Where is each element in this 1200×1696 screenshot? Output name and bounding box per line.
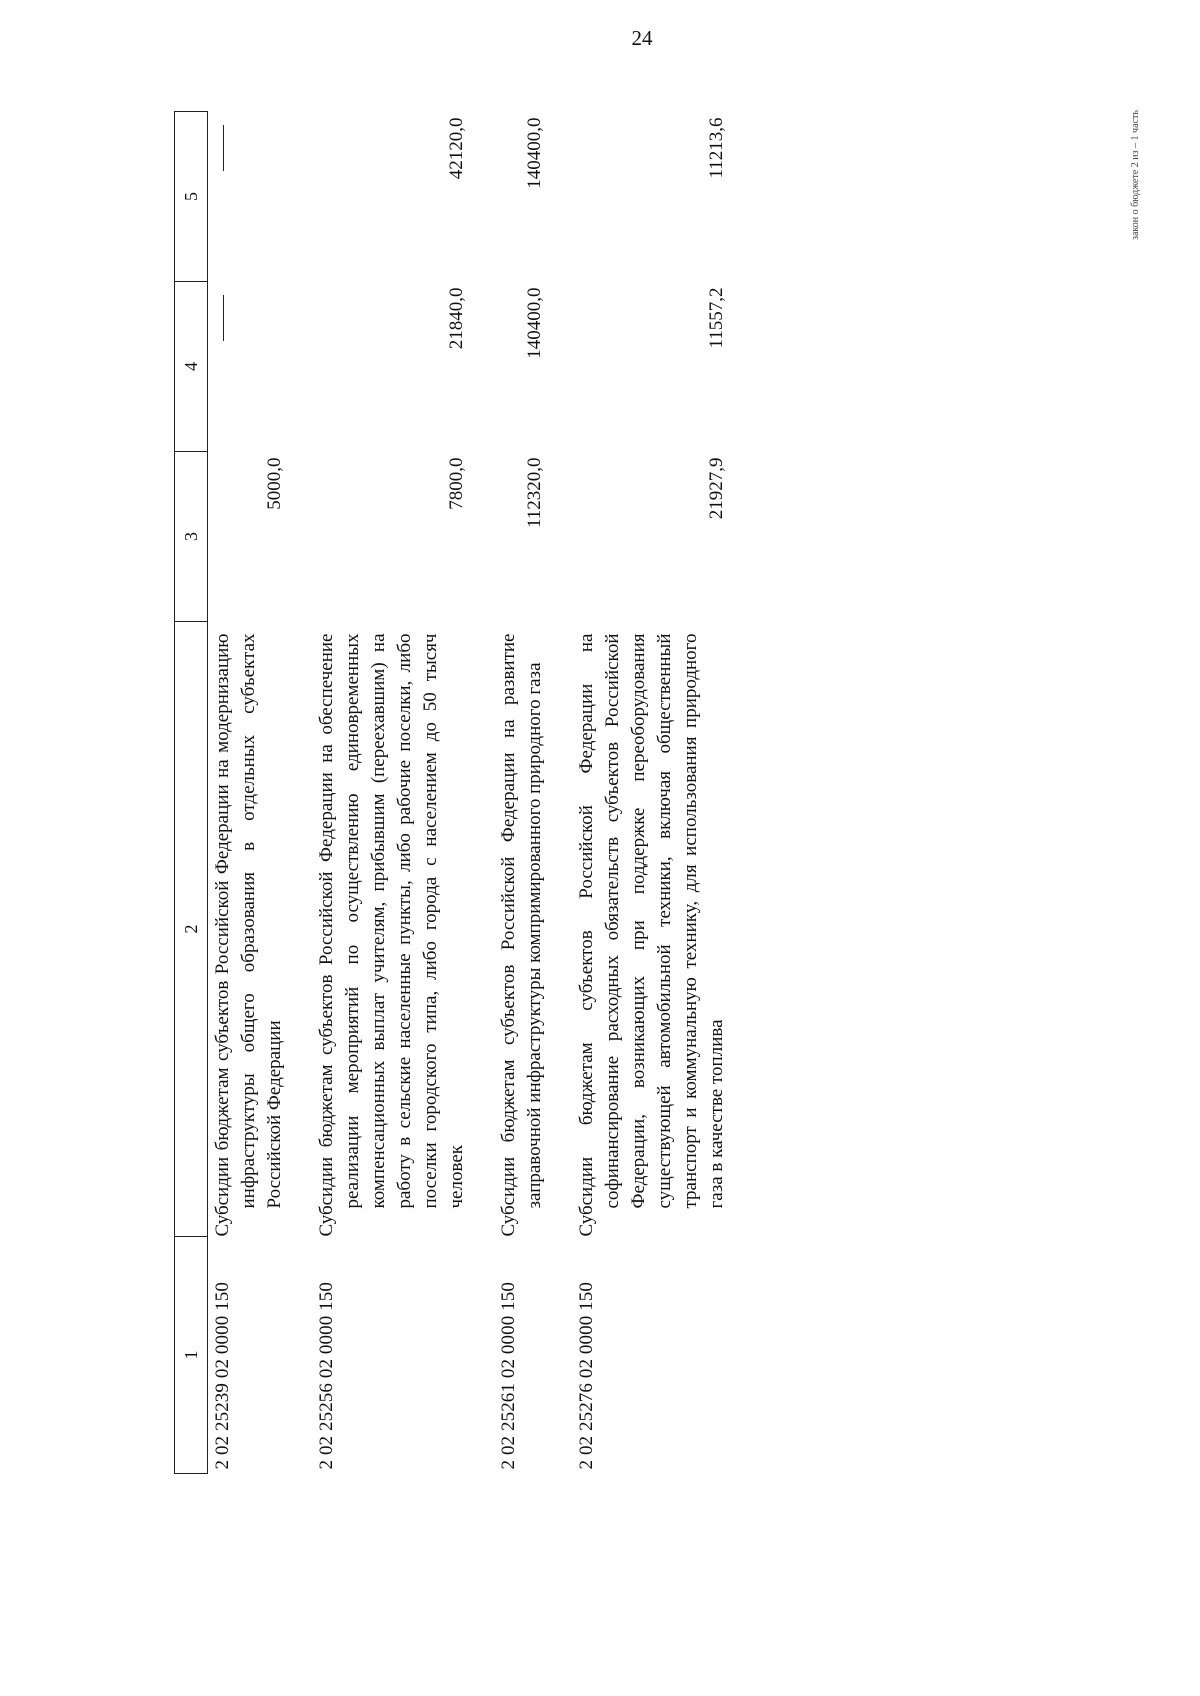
row-value-col5: 140400,0 — [524, 117, 546, 189]
header-col-2: 2 — [175, 622, 208, 1237]
row-value-col4: 11557,2 — [706, 287, 728, 349]
footer-note: закон о бюджете 2 из – 1 часть — [1130, 110, 1141, 240]
table-row — [572, 112, 730, 1474]
row-code: 2 02 25261 02 0000 150 — [498, 1282, 520, 1470]
table-row — [494, 112, 572, 1474]
header-col-3: 3 — [175, 452, 208, 622]
row-value-col3: 5000,0 — [264, 457, 286, 510]
row-value-col3: 21927,9 — [706, 457, 728, 520]
row-description: Субсидии бюджетам субъектов Российской Федерации на обеспечение реализации мероприятий по осуществлению единовременных компенсационных выплат учителям, прибывшим (переехавшим) на работу в сельские населенные пункты, либо рабочие поселки, либо поселки городского типа, либо города с населением до 50 тысяч человек — [316, 633, 468, 1237]
row-code: 2 02 25276 02 0000 150 — [576, 1282, 598, 1470]
row-value-col3: 7800,0 — [446, 457, 468, 510]
row-value-col5: 42120,0 — [446, 117, 468, 180]
budget-table — [174, 111, 730, 1474]
row-description: Субсидии бюджетам субъектов Российской Федерации на развитие заправочной инфраструктуры компримированного природного газа — [498, 633, 546, 1237]
page-number: 24 — [631, 26, 653, 50]
table-row — [312, 112, 494, 1474]
header-col-5: 5 — [175, 112, 208, 282]
header-col-4: 4 — [175, 282, 208, 452]
header-col-1: 1 — [175, 1237, 208, 1474]
row-code: 2 02 25239 02 0000 150 — [212, 1282, 233, 1470]
row-code: 2 02 25256 02 0000 150 — [316, 1282, 338, 1470]
row-value-col3: 112320,0 — [524, 457, 546, 529]
row-description: Субсидии бюджетам субъектов Российской Федерации на софинансирование расходных обязательств субъектов Российской Федерации, возникающих при поддержке переоборудования существующей автомобильной техники, включая общественный транспорт и коммунальную технику, для использования природного газа в качестве топлива — [576, 633, 728, 1237]
row-value-col4: 21840,0 — [446, 287, 468, 350]
row-value-col4: 140400,0 — [524, 287, 546, 359]
table-row — [208, 112, 313, 1474]
row-value-col4-dash — [223, 296, 224, 342]
row-value-col5: 11213,6 — [706, 117, 728, 179]
table-header-row — [175, 112, 208, 1474]
row-value-col5-dash — [223, 126, 224, 172]
row-description: Субсидии бюджетам субъектов Российской Федерации на модернизацию инфраструктуры общего образования в отдельных субъектах Российской Федерации — [212, 633, 286, 1237]
